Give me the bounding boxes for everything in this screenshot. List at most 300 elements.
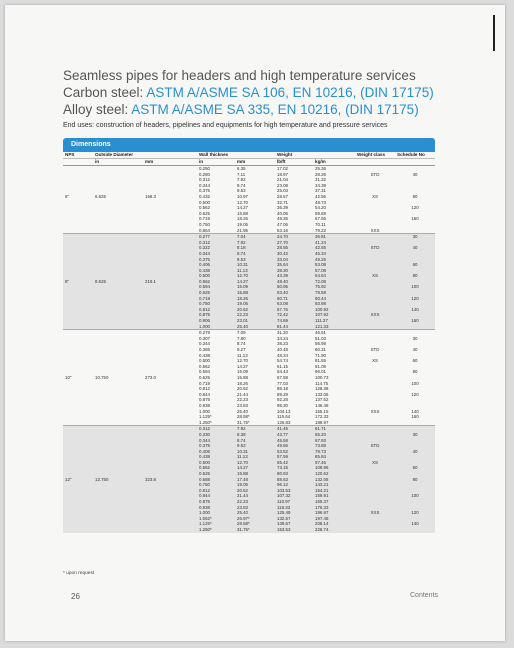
cell-weight-class: XXS: [355, 312, 395, 318]
cell-weight-kgm: 96.01: [315, 369, 327, 375]
cell-wall-in: 0.719: [199, 380, 211, 386]
cell-weight-kgm: 143.21: [313, 482, 355, 488]
cell-weight-class: STD: [355, 443, 395, 449]
cell-weight-lbft: 40.48: [277, 347, 289, 352]
cell-weight-kgm: 165.37: [313, 499, 355, 505]
cell-weight-kgm: 71.90: [315, 352, 327, 358]
cell-schedule: 140: [395, 307, 435, 313]
cell-weight-lbft: 41.45: [275, 426, 313, 432]
cell-weight-kgm: 100.73: [315, 374, 329, 380]
cell-weight-lbft: 72.42: [275, 312, 313, 318]
cell-wall-mm: 20.62: [235, 488, 275, 494]
cell-wall-in: 0.812: [197, 488, 235, 494]
cell-weight-kgm: 31.32: [315, 177, 327, 183]
cell-weight-kgm: 57.08: [313, 268, 355, 274]
cell-weight-lbft: 47.06: [277, 221, 289, 227]
cell-nps: [63, 527, 93, 533]
cell-wall-in: 0.938: [199, 402, 211, 408]
cell-weight-lbft: 53.52: [275, 449, 313, 455]
cell-wall-in: 0.500: [197, 273, 235, 279]
cell-weight-lbft: 88.63: [275, 477, 313, 483]
cell-weight-lbft: 25.03: [277, 188, 289, 194]
cell-weight-lbft: 63.08: [275, 301, 313, 307]
cell-wall-in: 0.365: [199, 347, 211, 352]
cell-weight-lbft: 49.56: [275, 443, 313, 449]
cell-wall-mm: 19.05: [237, 221, 249, 227]
cell-weight-lbft: 21.04: [277, 177, 289, 183]
cell-wall-in: 0.375: [197, 257, 235, 263]
cell-wall-mm: 8.74: [237, 182, 246, 188]
cell-weight-kgm: 79.22: [315, 227, 327, 233]
cell-weight-lbft: 89.29: [277, 391, 289, 397]
cell-weight-kgm: 53.08: [313, 262, 355, 268]
cell-weight-kgm: 48.73: [315, 199, 327, 205]
cell-wall-in: 0.625: [197, 471, 235, 477]
cell-schedule: 80: [412, 193, 418, 199]
cell-weight-lbft: 74.69: [275, 318, 313, 324]
col-schedule: Schedule No: [395, 152, 435, 159]
cell-weight-lbft: 50.95: [275, 284, 313, 290]
cell-weight-lbft: 32.71: [277, 199, 289, 205]
cell-weight-lbft: 48.24: [277, 352, 289, 358]
cell-wall-mm: 23.83: [235, 505, 275, 511]
cell-wall-mm: 9.27: [237, 347, 246, 352]
cell-wall-mm: 20.62: [235, 307, 275, 313]
cell-nps: 10": [65, 374, 72, 380]
cell-weight-kgm: 111.27: [313, 318, 355, 324]
cell-wall-in: 0.344: [197, 438, 235, 444]
cell-schedule: 160: [395, 318, 435, 324]
scan-edge-mark: [493, 15, 495, 51]
cell-weight-lbft: 34.24: [277, 335, 289, 341]
cell-weight-kgm: 60.31: [315, 347, 327, 352]
cell-wall-mm: 8.38: [235, 432, 275, 438]
col-nps: NPS: [63, 152, 93, 159]
cell-wall-in: 1.250*: [199, 419, 212, 425]
cell-weight-kgm: 28.26: [315, 171, 327, 177]
cell-weight-lbft: 77.03: [277, 380, 289, 386]
cell-weight-kgm: 146.48: [315, 402, 329, 408]
cell-wall-in: 0.750: [197, 482, 235, 488]
cell-wall-mm: 9.53: [235, 443, 275, 449]
cell-wall-in: 1.125*: [199, 414, 212, 420]
cell-wall-in: 0.375: [197, 443, 235, 449]
cell-schedule: 140: [411, 408, 419, 414]
cell-wall-mm: 8.74: [237, 341, 246, 347]
cell-weight-kgm: 42.56: [315, 193, 327, 199]
cell-wall-in: 0.279: [197, 330, 235, 336]
cell-weight-kgm: 93.98: [313, 301, 355, 307]
col-weight: Weight: [275, 152, 355, 159]
cell-wall-mm: 12.70: [235, 460, 275, 466]
cell-weight-lbft: 103.53: [275, 488, 313, 494]
cell-weight-kgm: 132.08: [313, 477, 355, 483]
cell-wall-mm: 19.05: [235, 482, 275, 488]
cell-weight-kgm: 54.20: [315, 205, 327, 211]
cell-weight-kgm: 154.21: [313, 488, 355, 494]
cell-wall-in: 0.562: [199, 363, 211, 369]
cell-wall-mm: 31.75*: [237, 419, 250, 425]
cell-wall-mm: 14.27: [237, 205, 249, 211]
cell-weight-lbft: 60.71: [275, 296, 313, 302]
cell-weight-class: STD: [355, 245, 395, 251]
cell-weight-lbft: 28.57: [277, 193, 289, 199]
cell-weight-kgm: 46.51: [313, 330, 355, 336]
cell-wall-in: 0.594: [199, 369, 211, 375]
cell-wall-in: 0.719: [197, 296, 235, 302]
cell-wall-in: 0.562: [199, 205, 211, 211]
dimensions-table: [63, 152, 435, 533]
col-weight-class: Weight class: [355, 152, 395, 159]
cell-weight-kgm: 85.84: [313, 454, 355, 460]
cell-wall-in: 0.750: [199, 221, 211, 227]
cell-weight-lbft: 17.02: [277, 166, 289, 171]
cell-weight-lbft: 45.58: [275, 438, 313, 444]
cell-schedule: 60: [395, 262, 435, 268]
cell-weight-lbft: 18.97: [277, 171, 289, 177]
cell-weight-kgm: 45.34: [313, 251, 355, 257]
cell-od-mm: 273.0: [145, 374, 156, 380]
cell-od-in: 10.750: [95, 374, 109, 380]
cell-schedule: 30: [412, 335, 418, 341]
cell-weight-class: [355, 527, 395, 533]
cell-wall-in: 0.562: [197, 279, 235, 285]
cell-wall-in: 0.875: [197, 499, 235, 505]
cell-weight-class: XS: [355, 460, 395, 466]
cell-wall-mm: 7.11: [237, 171, 246, 177]
cell-weight-kgm: 75.92: [313, 284, 355, 290]
cell-wall-in: 0.307: [199, 335, 211, 341]
cell-weight-lbft: 65.42: [275, 460, 313, 466]
cell-wall-in: 0.438: [199, 352, 211, 358]
cell-wall-mm: 22.23: [235, 312, 275, 318]
cell-weight-kgm: 107.92: [313, 312, 355, 318]
cell-weight-class: STD: [370, 171, 380, 177]
cell-wall-in: 0.250: [199, 166, 211, 171]
cell-wall-mm: 21.44: [235, 493, 275, 499]
cell-schedule: 120: [411, 391, 419, 397]
cell-weight-kgm: 79.58: [313, 290, 355, 296]
cell-weight-lbft: 43.77: [275, 432, 313, 438]
cell-wall-in: 0.406: [197, 449, 235, 455]
cell-wall-mm: 8.74: [235, 251, 275, 257]
cell-wall-in: 0.406: [197, 262, 235, 268]
cell-wall-in: 0.277: [197, 234, 235, 240]
unit-wc-empty: [355, 159, 395, 166]
cell-weight-kgm: 108.96: [313, 465, 355, 471]
cell-weight-lbft: 24.70: [275, 234, 313, 240]
cell-wall-mm: 22.23: [235, 499, 275, 505]
cell-wall-mm: 8.18: [235, 245, 275, 251]
cell-wall-mm: 18.26: [237, 380, 249, 386]
cell-weight-kgm: 67.56: [315, 216, 327, 222]
cell-schedule: 40: [395, 245, 435, 251]
cell-weight-lbft: 110.97: [275, 499, 313, 505]
cell-wall-mm: 22.23: [237, 397, 249, 403]
cell-wall-mm: 9.53: [237, 188, 246, 194]
cell-weight-lbft: 38.23: [277, 341, 289, 347]
cell-wall-in: 1.000: [197, 324, 235, 330]
cell-wall-mm: 31.75*: [235, 527, 275, 533]
cell-wall-mm: 12.70: [237, 358, 249, 364]
cell-weight-kgm: 114.75: [315, 380, 329, 386]
cell-wall-in: 0.438: [197, 268, 235, 274]
cell-schedule: 40: [412, 171, 418, 177]
carbon-steel-line: [63, 85, 434, 100]
cell-schedule: 60: [395, 465, 435, 471]
alloy-steel-label: Alloy steel:: [63, 102, 132, 117]
cell-schedule: 30: [395, 234, 435, 240]
cell-weight-kgm: 79.73: [313, 449, 355, 455]
unit-wt-in: in: [197, 159, 235, 166]
cell-weight-lbft: 48.40: [275, 279, 313, 285]
cell-wall-in: 0.812: [199, 386, 211, 392]
cell-wall-mm: 10.97: [237, 193, 249, 199]
cell-wall-in: 0.322: [197, 245, 235, 251]
cell-weight-class: XXS: [370, 408, 380, 414]
cell-schedule: 80: [395, 273, 435, 279]
cell-weight-class: XXS: [370, 227, 380, 233]
cell-weight-class: XS: [372, 358, 378, 364]
cell-weight-lbft: 38.30: [275, 268, 313, 274]
cell-weight-lbft: 31.20: [275, 330, 313, 336]
cell-schedule: 80: [395, 477, 435, 483]
cell-weight-kgm: 25.36: [315, 166, 327, 171]
cell-weight-class: STD: [370, 347, 380, 352]
cell-weight-kgm: 188.97: [315, 419, 329, 425]
cell-wall-in: 0.719: [199, 216, 211, 222]
cell-schedule: 40: [412, 347, 418, 352]
cell-wall-in: 1.000: [197, 510, 235, 516]
cell-schedule: 160: [411, 216, 419, 222]
cell-weight-kgm: 228.74: [313, 527, 355, 533]
cell-wall-mm: 12.70: [237, 199, 249, 205]
cell-weight-lbft: 27.70: [275, 240, 313, 246]
cell-wall-mm: 15.09: [237, 369, 249, 375]
cell-wall-in: 0.844: [197, 493, 235, 499]
cell-weight-lbft: 43.39: [275, 273, 313, 279]
cell-weight-lbft: 153.53: [275, 527, 313, 533]
cell-wall-mm: 23.01: [235, 318, 275, 324]
cell-wall-in: 1.125*: [197, 521, 235, 527]
cell-weight-kgm: 176.33: [313, 505, 355, 511]
cell-weight-lbft: 115.64: [277, 414, 291, 420]
cell-schedule: 80: [412, 369, 418, 375]
cell-wall-in: 0.864: [199, 227, 211, 233]
cell-wall-mm: 14.27: [235, 465, 275, 471]
cell-wall-mm: 7.04: [235, 234, 275, 240]
cell-weight-kgm: 65.20: [313, 432, 355, 438]
table-unit-header-row: [63, 159, 435, 166]
cell-wall-in: 0.625: [199, 374, 211, 380]
cell-wall-mm: 14.27: [235, 279, 275, 285]
cell-weight-lbft: 53.40: [275, 290, 313, 296]
table-row: [63, 527, 435, 533]
alloy-steel-spec: ASTM A/ASME SA 335, EN 10216, (DIN 17175): [131, 102, 419, 117]
cell-weight-lbft: 125.49: [275, 510, 313, 516]
cell-weight-kgm: 137.52: [315, 397, 329, 403]
cell-wall-mm: 8.74: [235, 438, 275, 444]
cell-weight-kgm: 59.69: [315, 210, 327, 216]
cell-weight-kgm: 64.64: [313, 273, 355, 279]
dimensions-table-body: [63, 166, 435, 533]
cell-weight-lbft: 64.43: [277, 369, 289, 375]
cell-schedule: 30: [395, 432, 435, 438]
cell-wall-in: 1.062*: [197, 516, 235, 522]
cell-weight-lbft: 98.30: [277, 402, 289, 408]
cell-wall-mm: 12.70: [235, 273, 275, 279]
cell-wall-mm: 25.40: [235, 324, 275, 330]
cell-weight-kgm: 56.98: [315, 341, 327, 347]
cell-wall-mm: 11.13: [235, 454, 275, 460]
cell-od-mm: [143, 527, 197, 533]
cell-wall-in: 0.750: [197, 301, 235, 307]
cell-wall-mm: 6.35: [237, 166, 246, 171]
cell-wall-in: 0.500: [197, 460, 235, 466]
cell-wall-mm: 25.40: [235, 510, 275, 516]
cell-weight-kgm: 51.03: [315, 335, 327, 341]
cell-weight-kgm: 37.31: [315, 188, 327, 194]
cell-schedule: 40: [395, 449, 435, 455]
cell-weight-kgm: 172.33: [315, 414, 329, 420]
unit-weight-kgm: kg/m: [313, 159, 355, 166]
cell-wall-mm: 11.13: [237, 352, 248, 358]
cell-wall-mm: 7.92: [235, 426, 275, 432]
cell-wall-in: 0.562: [197, 465, 235, 471]
cell-weight-lbft: 23.08: [277, 182, 289, 188]
cell-weight-lbft: 104.13: [277, 408, 291, 414]
unit-weight-lbft: lb/ft: [275, 159, 313, 166]
cell-wall-mm: 7.80: [237, 335, 246, 341]
cell-wall-in: 0.938: [197, 505, 235, 511]
cell-schedule: 120: [395, 296, 435, 302]
cell-od-in: [93, 527, 143, 533]
cell-wall-mm: 18.26: [237, 216, 249, 222]
unit-wt-mm: mm: [235, 159, 275, 166]
cell-weight-lbft: 40.05: [277, 210, 289, 216]
cell-weight-lbft: 80.93: [275, 471, 313, 477]
page-number: 26: [71, 592, 80, 601]
cell-wall-mm: 15.88: [237, 210, 249, 216]
cell-wall-mm: 7.92: [237, 177, 246, 183]
cell-weight-lbft: 57.59: [275, 454, 313, 460]
cell-wall-in: 0.344: [199, 341, 211, 347]
cell-weight-lbft: 96.12: [275, 482, 313, 488]
cell-schedule: 120: [395, 510, 435, 516]
cell-wall-mm: 15.88: [235, 471, 275, 477]
cell-od-mm: 219.1: [143, 279, 197, 285]
page-title: Seamless pipes for headers and high temperature services: [63, 68, 416, 83]
unit-sch-empty: [395, 159, 435, 166]
alloy-steel-line: [63, 102, 419, 117]
cell-weight-class: XS: [355, 273, 395, 279]
cell-wall-in: 0.438: [197, 454, 235, 460]
cell-weight-lbft: 54.74: [277, 358, 289, 364]
document-page: [5, 5, 505, 641]
cell-wall-in: 0.344: [197, 251, 235, 257]
cell-wall-mm: 15.09: [235, 284, 275, 290]
cell-weight-kgm: 36.81: [313, 234, 355, 240]
cell-wall-mm: 25.40: [237, 408, 249, 414]
unit-od-in: in: [93, 159, 143, 166]
carbon-steel-label: Carbon steel:: [63, 85, 147, 100]
cell-weight-kgm: 42.55: [313, 245, 355, 251]
cell-schedule: 140: [395, 521, 435, 527]
cell-wall-in: 0.432: [199, 193, 211, 199]
cell-weight-lbft: 67.76: [275, 307, 313, 313]
cell-wall-mm: 11.13: [235, 268, 275, 274]
cell-wall-in: 0.844: [199, 391, 211, 397]
cell-wall-in: 0.906: [197, 318, 235, 324]
carbon-steel-spec: ASTM A/ASME SA 106, EN 10216, (DIN 17175): [146, 85, 434, 100]
cell-weight-kgm: 133.06: [315, 391, 329, 397]
cell-wall-in: 1.000: [199, 408, 211, 414]
footnote: * upon request: [63, 571, 95, 576]
cell-weight-lbft: 126.83: [277, 419, 291, 425]
contents-link[interactable]: Contents: [410, 592, 439, 599]
cell-schedule: 60: [412, 358, 418, 364]
cell-schedule: 120: [411, 205, 419, 211]
cell-weight-lbft: 67.58: [277, 374, 289, 380]
cell-wall-in: 0.500: [199, 358, 211, 364]
cell-weight-lbft: 28.55: [275, 245, 313, 251]
cell-wall-mm: 7.92: [235, 240, 275, 246]
cell-od-in: 6.625: [95, 193, 106, 199]
cell-wall-in: 1.250*: [197, 527, 235, 533]
cell-weight-kgm: 61.71: [313, 426, 355, 432]
cell-weight-kgm: 70.11: [315, 221, 326, 227]
dimensions-table-container: [63, 138, 435, 533]
cell-wall-in: 0.500: [199, 199, 211, 205]
cell-weight-lbft: 61.15: [277, 363, 289, 369]
unit-nps-empty: [63, 159, 93, 166]
cell-weight-lbft: 86.18: [277, 386, 289, 392]
cell-wall-mm: 20.62: [237, 386, 249, 392]
cell-weight-lbft: 30.42: [275, 251, 313, 257]
unit-od-mm: mm: [143, 159, 197, 166]
cell-wall-mm: 28.58*: [235, 521, 275, 527]
cell-schedule: 100: [395, 284, 435, 290]
cell-weight-kgm: 159.91: [313, 493, 355, 499]
cell-wall-mm: 19.05: [235, 301, 275, 307]
cell-wall-in: 0.375: [199, 188, 211, 194]
cell-wall-in: 0.875: [199, 397, 211, 403]
cell-wall-mm: 15.88: [237, 374, 249, 380]
cell-nps: 8": [63, 279, 93, 285]
cell-wall-mm: 15.88: [235, 290, 275, 296]
cell-weight-lbft: 45.35: [277, 216, 289, 222]
cell-wall-mm: 14.27: [237, 363, 249, 369]
cell-wall-in: 0.625: [199, 210, 211, 216]
cell-weight-lbft: 53.16: [277, 227, 289, 233]
cell-weight-kgm: 41.24: [313, 240, 355, 246]
cell-weight-kgm: 197.48: [313, 516, 355, 522]
cell-wall-in: 0.312: [197, 426, 235, 432]
cell-wall-in: 0.625: [197, 290, 235, 296]
cell-wall-mm: 21.95: [237, 227, 249, 233]
cell-wall-in: 0.312: [197, 240, 235, 246]
cell-weight-kgm: 155.15: [315, 408, 329, 414]
cell-weight-kgm: 97.46: [313, 460, 355, 466]
cell-weight-lbft: 73.15: [275, 465, 313, 471]
cell-wall-mm: 26.97*: [235, 516, 275, 522]
cell-weight-lbft: 36.39: [277, 205, 289, 211]
cell-wall-in: 0.280: [199, 171, 211, 177]
cell-weight-lbft: 139.67: [275, 521, 313, 527]
cell-wall-mm: 28.58*: [237, 414, 250, 420]
cell-wall-in: 0.594: [197, 284, 235, 290]
cell-schedule: [395, 527, 435, 533]
